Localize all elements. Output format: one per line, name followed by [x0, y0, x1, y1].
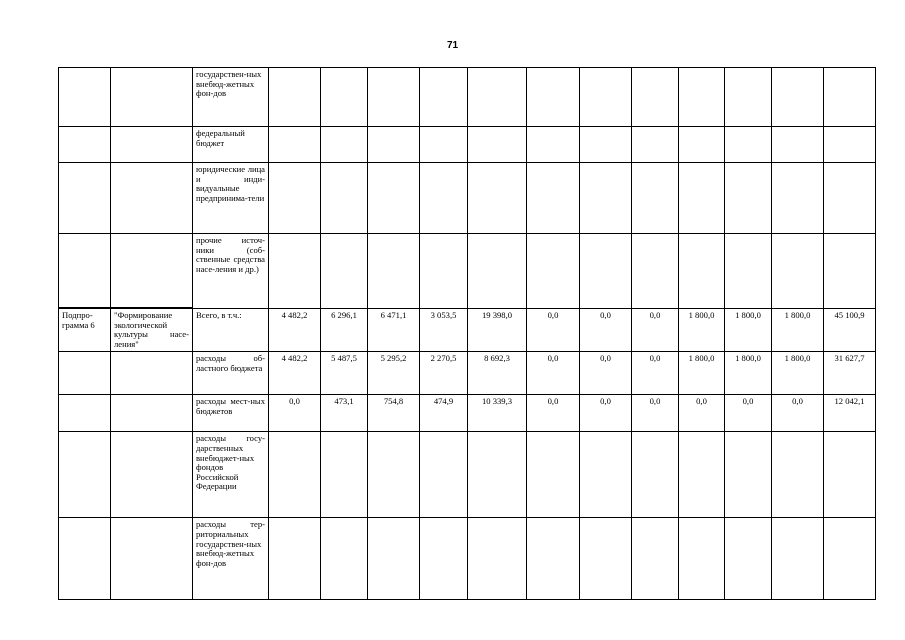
- value-cell: [725, 518, 772, 600]
- value-cell: [420, 518, 468, 600]
- value-cell: [725, 432, 772, 518]
- subprogram-name-cell: [111, 395, 193, 432]
- funding-source-label: расходы мест-ных бюджетов: [193, 395, 269, 432]
- value-cell: [468, 68, 527, 127]
- subprogram-code-cell: [59, 518, 111, 600]
- value-cell: [772, 432, 824, 518]
- value-cell: [321, 127, 368, 163]
- value-cell: [368, 68, 420, 127]
- value-cell: 1 800,0: [772, 308, 824, 352]
- value-cell: [772, 68, 824, 127]
- value-cell: 1 800,0: [679, 308, 725, 352]
- funding-source-label: расходы госу-дарственных внебюджет-ных фондов Российской Федерации: [193, 432, 269, 518]
- value-cell: [321, 163, 368, 234]
- value-cell: 0,0: [527, 308, 580, 352]
- value-cell: [679, 163, 725, 234]
- value-cell: [368, 234, 420, 309]
- value-cell: 1 800,0: [679, 352, 725, 395]
- value-cell: [824, 432, 876, 518]
- subprogram-name-cell: [111, 68, 193, 127]
- value-cell: 0,0: [527, 352, 580, 395]
- value-cell: [824, 234, 876, 309]
- value-cell: [824, 68, 876, 127]
- value-cell: [321, 68, 368, 127]
- value-cell: 0,0: [772, 395, 824, 432]
- table-row: [59, 234, 876, 309]
- value-cell: 12 042,1: [824, 395, 876, 432]
- value-cell: [725, 127, 772, 163]
- value-cell: [632, 163, 679, 234]
- funding-source-label: федеральный бюджет: [193, 127, 269, 163]
- value-cell: 19 398,0: [468, 308, 527, 352]
- value-cell: [527, 127, 580, 163]
- value-cell: [679, 518, 725, 600]
- value-cell: [420, 163, 468, 234]
- value-cell: 8 692,3: [468, 352, 527, 395]
- value-cell: 0,0: [269, 395, 321, 432]
- value-cell: [269, 68, 321, 127]
- value-cell: [580, 127, 632, 163]
- value-cell: [632, 432, 679, 518]
- value-cell: 1 800,0: [772, 352, 824, 395]
- value-cell: 31 627,7: [824, 352, 876, 395]
- value-cell: [772, 518, 824, 600]
- value-cell: [527, 234, 580, 309]
- page-number: 71: [446, 40, 459, 51]
- value-cell: [468, 163, 527, 234]
- subprogram-name-cell: [111, 234, 193, 309]
- value-cell: 6 471,1: [368, 308, 420, 352]
- value-cell: [527, 68, 580, 127]
- funding-source-label: прочие источ-ники (соб-ственные средства насе-ления и др.): [193, 234, 269, 309]
- value-cell: [368, 518, 420, 600]
- value-cell: [468, 432, 527, 518]
- subprogram-code-cell: [59, 234, 111, 309]
- funding-source-label: расходы тер-риториальных государствен-ных внебюд-жетных фон-дов: [193, 518, 269, 600]
- value-cell: [527, 432, 580, 518]
- value-cell: 3 053,5: [420, 308, 468, 352]
- funding-source-label: расходы об-ластного бюджета: [193, 352, 269, 395]
- value-cell: 5 487,5: [321, 352, 368, 395]
- value-cell: [269, 163, 321, 234]
- value-cell: [772, 127, 824, 163]
- value-cell: [468, 518, 527, 600]
- value-cell: [824, 518, 876, 600]
- value-cell: [580, 518, 632, 600]
- value-cell: 0,0: [725, 395, 772, 432]
- value-cell: [420, 234, 468, 309]
- table-row: [59, 395, 876, 432]
- value-cell: 754,8: [368, 395, 420, 432]
- value-cell: [321, 518, 368, 600]
- subprogram-name-cell: [111, 432, 193, 518]
- value-cell: 474,9: [420, 395, 468, 432]
- value-cell: 1 800,0: [725, 308, 772, 352]
- table-body: [59, 68, 876, 600]
- subprogram-code-cell: [59, 395, 111, 432]
- value-cell: [420, 68, 468, 127]
- subprogram-code-cell: [59, 127, 111, 163]
- value-cell: 6 296,1: [321, 308, 368, 352]
- value-cell: [580, 163, 632, 234]
- table-row: [59, 308, 876, 352]
- value-cell: 5 295,2: [368, 352, 420, 395]
- value-cell: 473,1: [321, 395, 368, 432]
- value-cell: [772, 163, 824, 234]
- subprogram-code-cell: [59, 352, 111, 395]
- funding-source-label: юридические лица и инди-видуальные предпринима-тели: [193, 163, 269, 234]
- value-cell: [321, 432, 368, 518]
- value-cell: 4 482,2: [269, 308, 321, 352]
- subprogram-name-cell: [111, 518, 193, 600]
- value-cell: [632, 127, 679, 163]
- budget-table: [58, 67, 876, 600]
- value-cell: [632, 518, 679, 600]
- value-cell: [679, 432, 725, 518]
- value-cell: 1 800,0: [725, 352, 772, 395]
- value-cell: [632, 68, 679, 127]
- value-cell: 45 100,9: [824, 308, 876, 352]
- table-row: [59, 163, 876, 234]
- value-cell: [269, 127, 321, 163]
- table-row: [59, 127, 876, 163]
- value-cell: [679, 68, 725, 127]
- value-cell: [468, 234, 527, 309]
- subprogram-code-cell: Подпро-грамма 6: [59, 308, 111, 352]
- value-cell: 0,0: [679, 395, 725, 432]
- funding-source-label: государствен-ных внебюд-жетных фон-дов: [193, 68, 269, 127]
- value-cell: 10 339,3: [468, 395, 527, 432]
- value-cell: [824, 163, 876, 234]
- subprogram-name-cell: "Формирование экологической культуры насе-ления": [111, 308, 193, 352]
- value-cell: [468, 127, 527, 163]
- value-cell: [527, 518, 580, 600]
- value-cell: [725, 234, 772, 309]
- value-cell: [632, 234, 679, 309]
- value-cell: 4 482,2: [269, 352, 321, 395]
- subprogram-name-cell: [111, 163, 193, 234]
- value-cell: [368, 163, 420, 234]
- funding-source-label: Всего, в т.ч.:: [193, 308, 269, 352]
- value-cell: [269, 234, 321, 309]
- value-cell: [679, 127, 725, 163]
- subprogram-code-cell: [59, 163, 111, 234]
- value-cell: [580, 234, 632, 309]
- value-cell: [321, 234, 368, 309]
- value-cell: 0,0: [580, 352, 632, 395]
- subprogram-code-cell: [59, 432, 111, 518]
- subprogram-name-cell: [111, 352, 193, 395]
- table-row: [59, 352, 876, 395]
- subprogram-code-cell: [59, 68, 111, 127]
- value-cell: [368, 127, 420, 163]
- table-row: [59, 432, 876, 518]
- table-row: [59, 68, 876, 127]
- value-cell: 0,0: [632, 308, 679, 352]
- value-cell: [679, 234, 725, 309]
- value-cell: [420, 432, 468, 518]
- value-cell: 2 270,5: [420, 352, 468, 395]
- value-cell: 0,0: [580, 395, 632, 432]
- value-cell: [772, 234, 824, 309]
- value-cell: [527, 163, 580, 234]
- value-cell: [269, 518, 321, 600]
- value-cell: [420, 127, 468, 163]
- value-cell: 0,0: [527, 395, 580, 432]
- value-cell: [580, 432, 632, 518]
- value-cell: [824, 127, 876, 163]
- value-cell: [368, 432, 420, 518]
- value-cell: 0,0: [580, 308, 632, 352]
- value-cell: [580, 68, 632, 127]
- value-cell: [269, 432, 321, 518]
- value-cell: [725, 163, 772, 234]
- table-row: [59, 518, 876, 600]
- value-cell: 0,0: [632, 395, 679, 432]
- value-cell: [725, 68, 772, 127]
- subprogram-name-cell: [111, 127, 193, 163]
- value-cell: 0,0: [632, 352, 679, 395]
